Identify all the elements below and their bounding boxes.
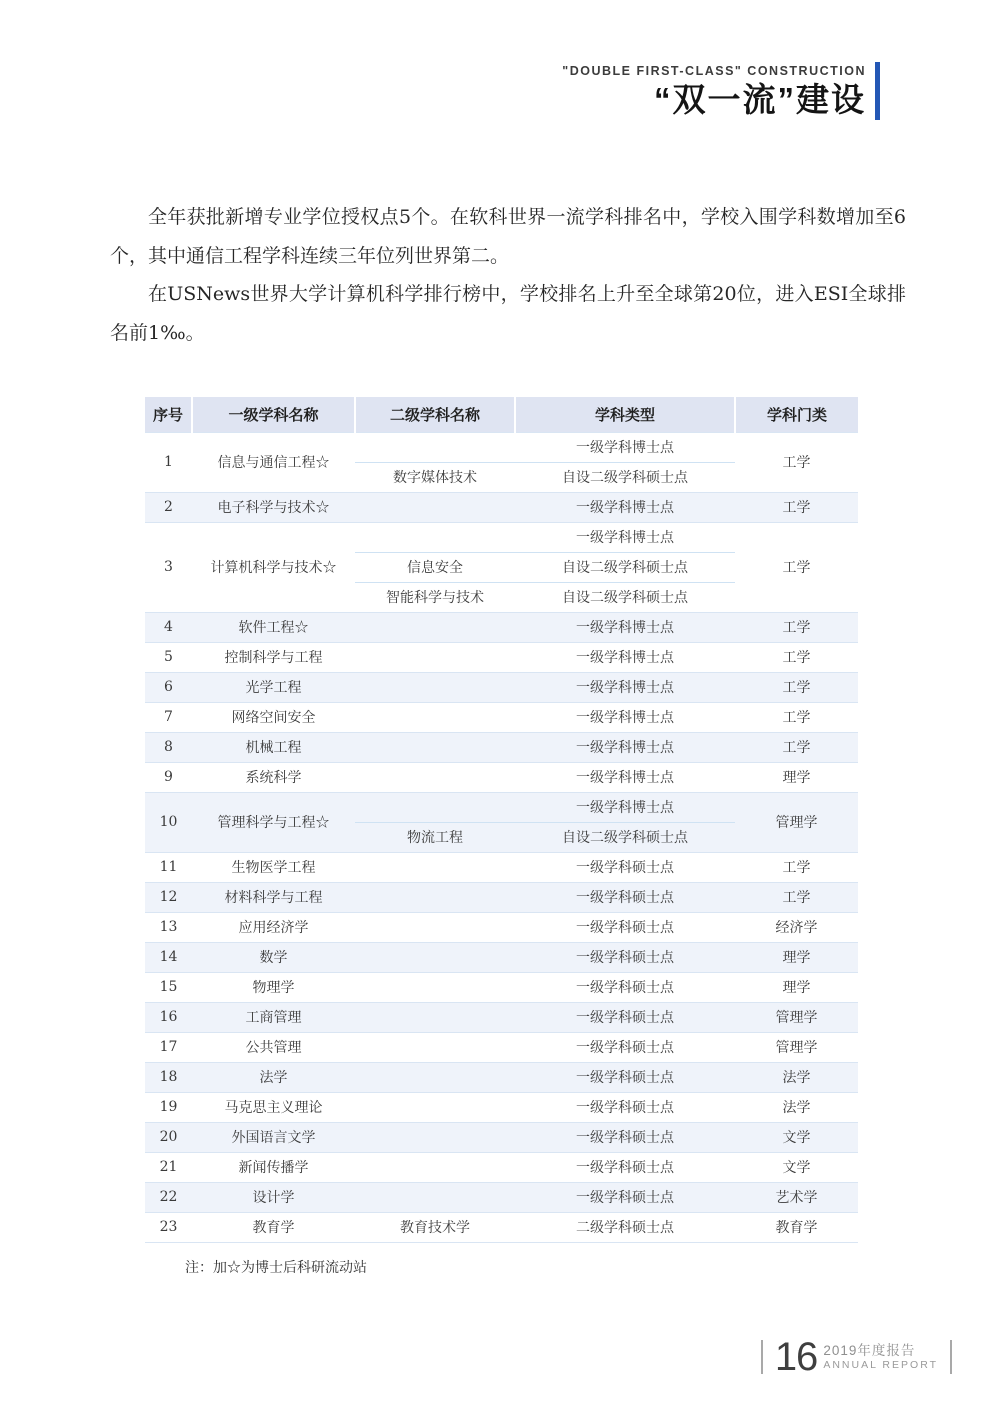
cell-row-number: 22 — [145, 1182, 192, 1212]
cell-discipline-category: 文学 — [735, 1152, 858, 1182]
cell-discipline-category: 工学 — [735, 522, 858, 612]
cell-row-number: 11 — [145, 852, 192, 882]
report-title-chinese: 2019年度报告 — [823, 1342, 916, 1358]
cell-discipline-type: 一级学科硕士点 — [515, 1182, 735, 1212]
cell-level1-discipline: 控制科学与工程 — [192, 642, 355, 672]
cell-row-number: 9 — [145, 762, 192, 792]
cell-row-number: 16 — [145, 1002, 192, 1032]
cell-discipline-category: 管理学 — [735, 1032, 858, 1062]
cell-level2-discipline — [355, 792, 515, 822]
cell-row-number: 17 — [145, 1032, 192, 1062]
cell-discipline-category: 理学 — [735, 762, 858, 792]
cell-discipline-type: 二级学科硕士点 — [515, 1212, 735, 1242]
cell-level1-discipline: 软件工程☆ — [192, 612, 355, 642]
cell-discipline-category: 管理学 — [735, 1002, 858, 1032]
table-row — [145, 1152, 858, 1182]
cell-discipline-type: 一级学科硕士点 — [515, 1092, 735, 1122]
cell-level1-discipline: 公共管理 — [192, 1032, 355, 1062]
table-row — [145, 672, 858, 702]
cell-level1-discipline: 网络空间安全 — [192, 702, 355, 732]
cell-discipline-type: 一级学科硕士点 — [515, 852, 735, 882]
cell-row-number: 14 — [145, 942, 192, 972]
column-header: 序号 — [145, 397, 192, 432]
cell-row-number: 13 — [145, 912, 192, 942]
table-row — [145, 912, 858, 942]
cell-level2-discipline — [355, 432, 515, 462]
footer-right-bar — [950, 1340, 952, 1374]
cell-level2-discipline — [355, 942, 515, 972]
cell-row-number: 10 — [145, 792, 192, 852]
table-body — [145, 432, 858, 1242]
cell-row-number: 6 — [145, 672, 192, 702]
cell-level2-discipline — [355, 732, 515, 762]
cell-row-number: 12 — [145, 882, 192, 912]
body-text — [110, 198, 906, 352]
table-row — [145, 642, 858, 672]
cell-discipline-category: 教育学 — [735, 1212, 858, 1242]
cell-level2-discipline — [355, 1122, 515, 1152]
cell-level1-discipline: 马克思主义理论 — [192, 1092, 355, 1122]
column-header: 一级学科名称 — [192, 397, 355, 432]
cell-level2-discipline — [355, 762, 515, 792]
cell-row-number: 1 — [145, 432, 192, 492]
cell-discipline-type: 一级学科硕士点 — [515, 972, 735, 1002]
page-number: 16 — [774, 1335, 818, 1379]
table-row — [145, 792, 858, 822]
page-footer — [761, 1337, 952, 1377]
cell-discipline-type: 一级学科博士点 — [515, 522, 735, 552]
cell-level1-discipline: 管理科学与工程☆ — [192, 792, 355, 852]
cell-level1-discipline: 应用经济学 — [192, 912, 355, 942]
paragraph: 在USNews世界大学计算机科学排行榜中，学校排名上升至全球第20位，进入ESI全球排名前1‰。 — [110, 283, 906, 344]
cell-level2-discipline — [355, 1182, 515, 1212]
cell-discipline-type: 一级学科硕士点 — [515, 1122, 735, 1152]
cell-level1-discipline: 计算机科学与技术☆ — [192, 522, 355, 612]
table-row — [145, 1062, 858, 1092]
cell-discipline-category: 经济学 — [735, 912, 858, 942]
column-header: 学科类型 — [515, 397, 735, 432]
table-row — [145, 432, 858, 462]
column-header: 二级学科名称 — [355, 397, 515, 432]
cell-level2-discipline — [355, 1062, 515, 1092]
footer-left-bar — [761, 1340, 763, 1374]
cell-level2-discipline: 数字媒体技术 — [355, 462, 515, 492]
table-row — [145, 492, 858, 522]
cell-discipline-category: 工学 — [735, 702, 858, 732]
cell-discipline-type: 自设二级学科硕士点 — [515, 552, 735, 582]
cell-discipline-category: 工学 — [735, 432, 858, 492]
cell-row-number: 5 — [145, 642, 192, 672]
table-row — [145, 522, 858, 552]
cell-level1-discipline: 新闻传播学 — [192, 1152, 355, 1182]
cell-level1-discipline: 法学 — [192, 1062, 355, 1092]
cell-row-number: 8 — [145, 732, 192, 762]
cell-discipline-category: 文学 — [735, 1122, 858, 1152]
cell-level2-discipline — [355, 612, 515, 642]
table-row — [145, 612, 858, 642]
cell-discipline-type: 一级学科博士点 — [515, 432, 735, 462]
cell-row-number: 4 — [145, 612, 192, 642]
cell-discipline-type: 一级学科硕士点 — [515, 942, 735, 972]
cell-row-number: 2 — [145, 492, 192, 522]
cell-level1-discipline: 数学 — [192, 942, 355, 972]
cell-level2-discipline: 物流工程 — [355, 822, 515, 852]
cell-row-number: 18 — [145, 1062, 192, 1092]
cell-level1-discipline: 生物医学工程 — [192, 852, 355, 882]
accent-bar — [875, 62, 880, 120]
cell-discipline-type: 一级学科博士点 — [515, 642, 735, 672]
table-row — [145, 762, 858, 792]
cell-level1-discipline: 材料科学与工程 — [192, 882, 355, 912]
cell-discipline-category: 管理学 — [735, 792, 858, 852]
table-row — [145, 1002, 858, 1032]
cell-level2-discipline: 教育技术学 — [355, 1212, 515, 1242]
cell-discipline-category: 法学 — [735, 1062, 858, 1092]
table-row — [145, 1212, 858, 1242]
cell-discipline-category: 工学 — [735, 882, 858, 912]
cell-level1-discipline: 教育学 — [192, 1212, 355, 1242]
cell-discipline-category: 工学 — [735, 492, 858, 522]
cell-discipline-type: 一级学科硕士点 — [515, 1062, 735, 1092]
cell-level2-discipline — [355, 1002, 515, 1032]
cell-discipline-type: 一级学科博士点 — [515, 612, 735, 642]
table-footnote: 注：加☆为博士后科研流动站 — [185, 1259, 367, 1276]
cell-level2-discipline — [355, 702, 515, 732]
cell-discipline-type: 自设二级学科硕士点 — [515, 822, 735, 852]
cell-level2-discipline — [355, 1092, 515, 1122]
cell-level1-discipline: 信息与通信工程☆ — [192, 432, 355, 492]
cell-discipline-type: 一级学科博士点 — [515, 732, 735, 762]
cell-level2-discipline: 信息安全 — [355, 552, 515, 582]
cell-discipline-category: 工学 — [735, 852, 858, 882]
chapter-title-english: "DOUBLE FIRST-CLASS" CONSTRUCTION — [562, 64, 866, 78]
cell-level2-discipline — [355, 882, 515, 912]
table-row — [145, 1182, 858, 1212]
report-title — [823, 1343, 938, 1372]
cell-discipline-category: 工学 — [735, 672, 858, 702]
cell-row-number: 7 — [145, 702, 192, 732]
cell-level2-discipline — [355, 912, 515, 942]
cell-row-number: 15 — [145, 972, 192, 1002]
table-row — [145, 882, 858, 912]
cell-discipline-type: 一级学科硕士点 — [515, 1032, 735, 1062]
table-head-row — [145, 397, 858, 432]
cell-level1-discipline: 机械工程 — [192, 732, 355, 762]
cell-level1-discipline: 物理学 — [192, 972, 355, 1002]
cell-discipline-category: 艺术学 — [735, 1182, 858, 1212]
disciplines-table-section — [145, 397, 858, 1277]
cell-discipline-type: 一级学科博士点 — [515, 702, 735, 732]
cell-discipline-type: 一级学科硕士点 — [515, 882, 735, 912]
table-row — [145, 852, 858, 882]
column-header: 学科门类 — [735, 397, 858, 432]
table-row — [145, 732, 858, 762]
cell-discipline-type: 一级学科博士点 — [515, 672, 735, 702]
cell-level2-discipline — [355, 972, 515, 1002]
cell-discipline-type: 自设二级学科硕士点 — [515, 462, 735, 492]
cell-level2-discipline — [355, 492, 515, 522]
cell-discipline-type: 一级学科博士点 — [515, 492, 735, 522]
cell-level2-discipline — [355, 522, 515, 552]
table-row — [145, 702, 858, 732]
table-row — [145, 1122, 858, 1152]
cell-level1-discipline: 设计学 — [192, 1182, 355, 1212]
table-row — [145, 942, 858, 972]
cell-discipline-type: 一级学科硕士点 — [515, 1002, 735, 1032]
chapter-title-chinese: “双一流”建设 — [654, 81, 866, 118]
cell-row-number: 3 — [145, 522, 192, 612]
cell-discipline-category: 法学 — [735, 1092, 858, 1122]
cell-discipline-type: 一级学科硕士点 — [515, 1152, 735, 1182]
cell-level1-discipline: 工商管理 — [192, 1002, 355, 1032]
cell-level2-discipline — [355, 1032, 515, 1062]
cell-discipline-category: 工学 — [735, 732, 858, 762]
cell-level2-discipline — [355, 642, 515, 672]
cell-level2-discipline — [355, 1152, 515, 1182]
cell-level1-discipline: 电子科学与技术☆ — [192, 492, 355, 522]
cell-discipline-type: 一级学科博士点 — [515, 762, 735, 792]
cell-discipline-category: 工学 — [735, 642, 858, 672]
cell-discipline-type: 自设二级学科硕士点 — [515, 582, 735, 612]
cell-discipline-category: 理学 — [735, 942, 858, 972]
cell-level1-discipline: 光学工程 — [192, 672, 355, 702]
cell-discipline-category: 工学 — [735, 612, 858, 642]
report-title-english: ANNUAL REPORT — [823, 1358, 938, 1371]
chapter-titles — [562, 62, 866, 120]
cell-level1-discipline: 系统科学 — [192, 762, 355, 792]
chapter-header — [562, 62, 880, 120]
cell-row-number: 19 — [145, 1092, 192, 1122]
table-row — [145, 1092, 858, 1122]
disciplines-table — [145, 397, 858, 1243]
table-row — [145, 972, 858, 1002]
cell-discipline-type: 一级学科博士点 — [515, 792, 735, 822]
cell-discipline-type: 一级学科硕士点 — [515, 912, 735, 942]
cell-level2-discipline: 智能科学与技术 — [355, 582, 515, 612]
cell-row-number: 20 — [145, 1122, 192, 1152]
cell-discipline-category: 理学 — [735, 972, 858, 1002]
cell-level2-discipline — [355, 672, 515, 702]
cell-level2-discipline — [355, 852, 515, 882]
table-row — [145, 1032, 858, 1062]
cell-level1-discipline: 外国语言文学 — [192, 1122, 355, 1152]
paragraph: 全年获批新增专业学位授权点5个。在软科世界一流学科排名中，学校入围学科数增加至6个，其中通信工程学科连续三年位列世界第二。 — [110, 206, 906, 267]
cell-row-number: 21 — [145, 1152, 192, 1182]
cell-row-number: 23 — [145, 1212, 192, 1242]
